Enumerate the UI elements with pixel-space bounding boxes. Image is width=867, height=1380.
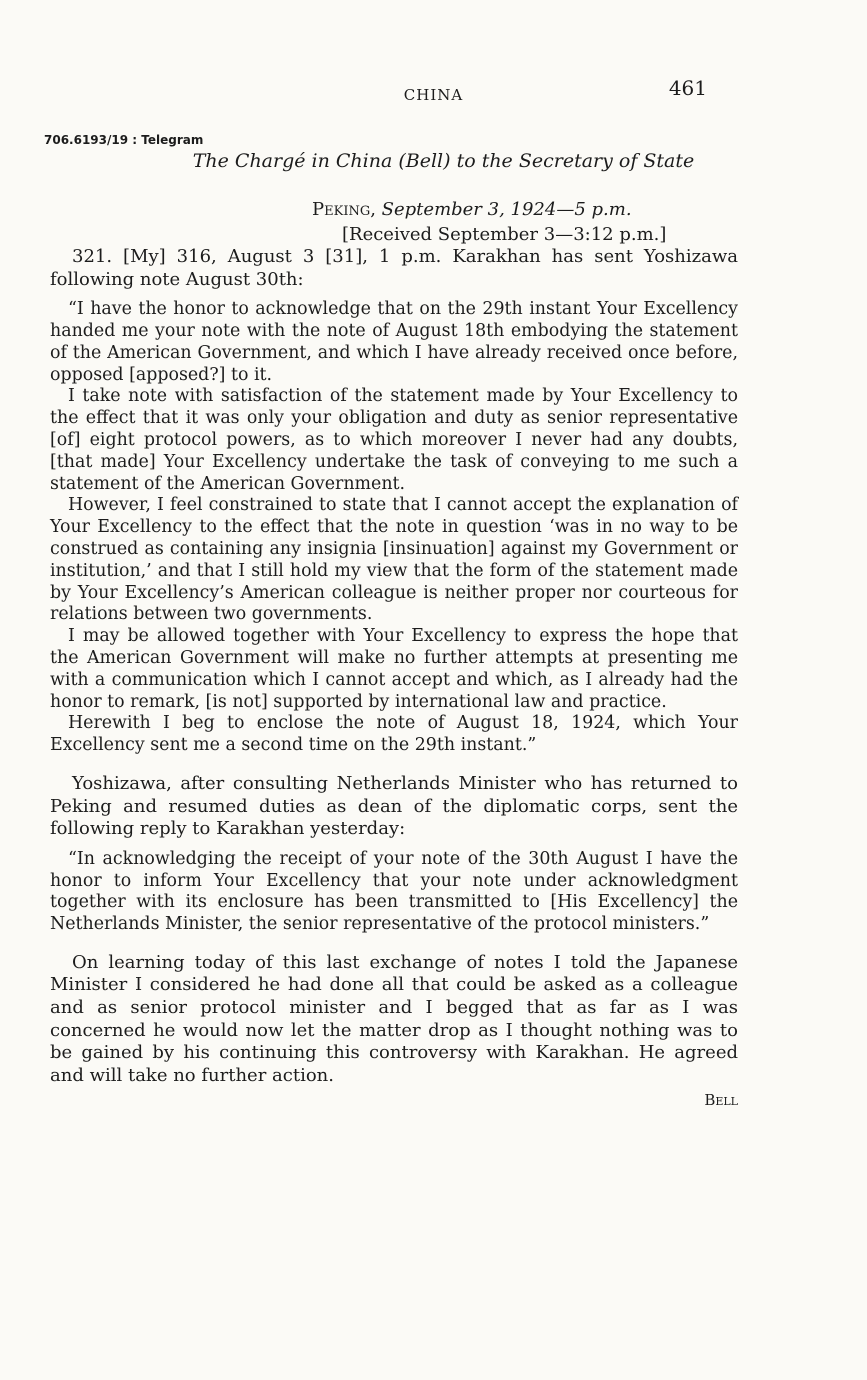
note-paragraph-5: Herewith I beg to enclose the note of August 18, 1924, which Your Excellency sent me a second time on the 29th instant.”	[50, 713, 738, 756]
page-number: 461	[668, 76, 707, 100]
file-reference: 706.6193/19 : Telegram	[44, 133, 204, 147]
note-paragraph-1: “I have the honor to acknowledge that on the 29th instant Your Excellency handed me your note with the note of August 18th embodying the statement of the American Government, and which I have already received once before, opposed [apposed?] to it.	[50, 299, 738, 385]
document-title: The Chargé in China (Bell) to the Secretary of State	[192, 150, 695, 172]
closing-paragraph: On learning today of this last exchange of notes I told the Japanese Minister I considered he had done all that could be asked as a colleague and as senior protocol minister and I begged that as far as I was concerned he would now let the matter drop as I thought nothing was to be gained by his continuing this controversy with Karakhan. He agreed and will take no further action.	[50, 951, 738, 1086]
signature: Bell	[704, 1091, 738, 1110]
yoshizawa-reply	[50, 849, 738, 936]
reply-paragraph: “In acknowledging the receipt of your note of the 30th August I have the honor to inform Your Excellency that your note under acknowledgment together with its enclosure has been transmitted to [His Excellency] the Netherlands Minister, the senior representative of the protocol ministers.”	[50, 848, 738, 935]
karakhan-note	[50, 299, 738, 757]
opening-paragraph: 321. [My] 316, August 3 [31], 1 p.m. Karakhan has sent Yoshizawa following note August 30th:	[50, 246, 738, 290]
telegram-body	[50, 246, 738, 1112]
dateline-date: September 3, 1924—5 p.m.	[381, 199, 632, 220]
dateline	[312, 197, 666, 247]
note-paragraph-2: I take note with satisfaction of the statement made by Your Excellency to the effect that it was only your obligation and duty as senior representative [of] eight protocol powers, as to which moreover I never had any doubts, [that made] Your Excellency undertake the task of conveying to me such a statement of the American Government.	[50, 386, 738, 494]
dateline-city: Peking,	[312, 199, 376, 220]
received-line: [Received September 3—3:12 p.m.]	[342, 224, 667, 245]
yoshizawa-intro-paragraph: Yoshizawa, after consulting Netherlands Minister who has returned to Peking and resumed duties as dean of the diplomatic corps, sent the following reply to Karakhan yesterday:	[50, 772, 738, 840]
note-paragraph-3: However, I feel constrained to state that I cannot accept the explanation of Your Excellency to the effect that the note in question ‘was in no way to be construed as containing any insignia [insinuation] against my Government or institution,’ and that I still hold my view that the form of the statement made by Your Excellency’s American colleague is neither proper nor courteous for relations between two governments.	[50, 495, 738, 625]
running-head: CHINA	[403, 86, 464, 104]
note-paragraph-4: I may be allowed together with Your Excellency to express the hope that the American Government will make no further attempts at presenting me with a communication which I cannot accept and which, as I already had the honor to remark, [is not] supported by international law and practice.	[50, 626, 738, 712]
